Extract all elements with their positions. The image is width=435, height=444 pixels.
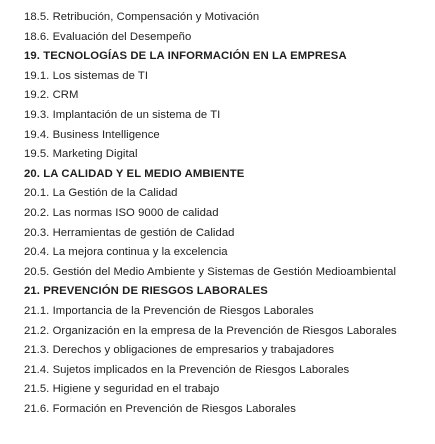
subtopic-20-3: 20.3. Herramientas de gestión de Calidad: [24, 226, 235, 239]
subtopic-21-5: 21.5. Higiene y seguridad en el trabajo: [24, 383, 220, 396]
section-heading-21: 21. PREVENCIÓN DE RIESGOS LABORALES: [24, 285, 268, 298]
subtopic-21-6: 21.6. Formación en Prevención de Riesgos Laborales: [24, 402, 296, 415]
subtopic-21-4: 21.4. Sujetos implicados en la Prevención de Riesgos Laborales: [24, 363, 350, 376]
subtopic-19-3: 19.3. Implantación de un sistema de TI: [24, 108, 221, 121]
subtopic-20-4: 20.4. La mejora continua y la excelencia: [24, 246, 228, 259]
subtopic-18-6: 18.6. Evaluación del Desempeño: [24, 30, 192, 43]
section-heading-19: 19. TECNOLOGÍAS DE LA INFORMACIÓN EN LA EMPRESA: [24, 50, 347, 63]
subtopic-18-5: 18.5. Retribución, Compensación y Motivación: [24, 11, 260, 23]
subtopic-19-5: 19.5. Marketing Digital: [24, 148, 138, 161]
subtopic-20-5: 20.5. Gestión del Medio Ambiente y Sistemas de Gestión Medioambiental: [24, 265, 397, 278]
section-heading-20: 20. LA CALIDAD Y EL MEDIO AMBIENTE: [24, 167, 245, 180]
syllabus-document: [24, 8, 429, 419]
subtopic-20-1: 20.1. La Gestión de la Calidad: [24, 187, 178, 200]
subtopic-19-4: 19.4. Business Intelligence: [24, 128, 160, 141]
subtopic-20-2: 20.2. Las normas ISO 9000 de calidad: [24, 206, 219, 219]
subtopic-21-2: 21.2. Organización en la empresa de la Prevención de Riesgos Laborales: [24, 324, 397, 337]
subtopic-19-1: 19.1. Los sistemas de TI: [24, 69, 149, 82]
subtopic-19-2: 19.2. CRM: [24, 89, 79, 102]
subtopic-21-1: 21.1. Importancia de la Prevención de Riesgos Laborales: [24, 304, 314, 317]
subtopic-21-3: 21.3. Derechos y obligaciones de empresarios y trabajadores: [24, 344, 335, 357]
